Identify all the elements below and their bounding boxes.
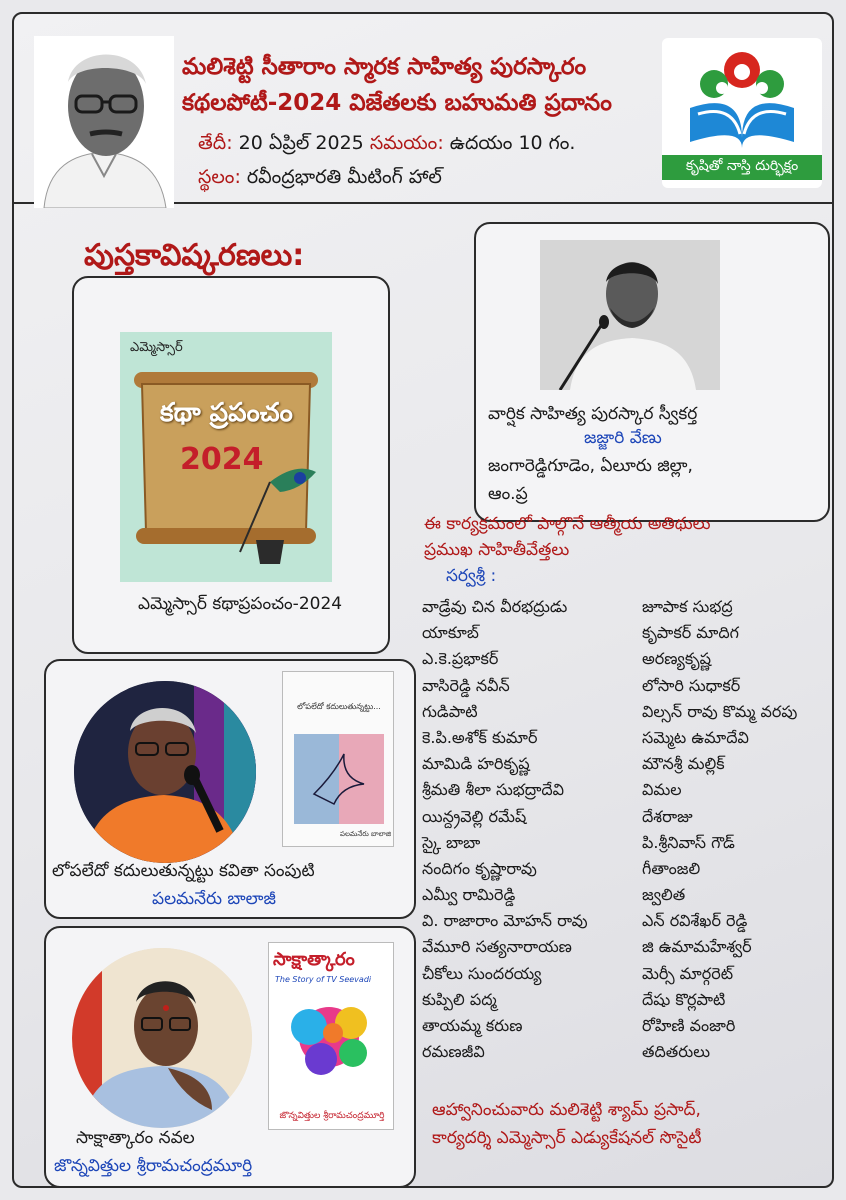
recipient-place-line2: ఆం.ప్ర <box>488 484 528 504</box>
society-logo <box>662 38 822 188</box>
guests-label: సర్వశ్రీ : <box>446 566 497 586</box>
guest-name: యాకూబ్ <box>422 623 479 643</box>
guests-intro-line1: ఈ కార్యక్రమంలో పాల్గొనే ఆత్మీయ అతిథులు <box>424 514 711 534</box>
guest-name: రమణజీవి <box>422 1042 485 1062</box>
author-photo-jonnavittula <box>72 948 252 1128</box>
book3-author: జొన్నవిత్తుల శ్రీరామచంద్రమూర్తి <box>54 1156 253 1176</box>
guest-name: విమల <box>642 780 682 800</box>
guest-list-col2 <box>642 594 797 1065</box>
guest-name: కుప్పిలి పద్మ <box>422 989 497 1009</box>
cover-year: 2024 <box>180 442 264 477</box>
date-value: 20 ఏప్రిల్ 2025 <box>238 132 364 154</box>
host-line1: ఆహ్వానించువారు మలిశెట్టి శ్యామ్ ప్రసాద్, <box>432 1100 701 1120</box>
guest-name: అరణ్యకృష్ణ <box>642 649 711 669</box>
cover-author-lopaledo: పలమనేరు బాలాజి <box>339 830 391 838</box>
section-title: పుస్తకావిష్కరణలు: <box>84 238 305 273</box>
founder-portrait <box>34 36 174 208</box>
cover-title: కథా ప్రపంచం <box>160 398 293 428</box>
book-cover-katha-prapancham <box>120 332 332 582</box>
book-cover-sakshatkaram <box>268 942 394 1130</box>
guest-name: విల్సన్ రావు కొమ్మ వరపు <box>642 701 798 721</box>
book2-author: పలమనేరు బాలాజీ <box>152 889 276 909</box>
guest-name: దేషు కొర్లపాటి <box>642 989 726 1009</box>
recipient-role: వార్షిక సాహిత్య పురస్కార స్వీకర్త <box>488 404 698 424</box>
time-value: ఉదయం 10 గం. <box>449 132 576 154</box>
guest-name: మెర్సీ మార్గరెట్ <box>642 963 734 983</box>
guest-name: స్కై బాబా <box>422 832 481 852</box>
guest-name: రోహిణి వంజారి <box>642 1016 736 1035</box>
cover-subtitle-sakshatkaram: The Story of TV Seevadi <box>275 975 372 984</box>
recipient-place-line1: జంగారెడ్డిగూడెం, ఏలూరు జిల్లా, <box>488 456 693 476</box>
guest-name: లోసారి సుధాకర్ <box>642 675 741 695</box>
guest-name: వేమూరి సత్యనారాయణ <box>422 937 572 957</box>
guest-name: పి.శ్రీనివాస్ గౌడ్ <box>642 832 735 852</box>
host-line2: కార్యదర్శి ఎమ్మెస్సార్ ఎడ్యుకేషనల్ సొసైటీ <box>432 1128 702 1148</box>
guest-name: జి ఉమామహేశ్వర్ <box>642 937 752 957</box>
venue-line <box>198 166 442 193</box>
guest-name: సమ్మెట ఉమాదేవి <box>642 727 749 747</box>
book3-caption: సాక్షాత్కారం నవల <box>76 1128 195 1148</box>
guests-intro-line2: ప్రముఖ సాహితీవేత్తలు <box>424 540 570 560</box>
guest-name: ఎన్ రవిశేఖర్ రెడ్డి <box>642 911 748 931</box>
book-card-katha-prapancham <box>72 276 390 654</box>
guest-name: ఎమ్వీ రామిరెడ్డి <box>422 885 516 905</box>
cover-author-sakshatkaram: జొన్నవిత్తుల శ్రీరామచంద్రమూర్తి <box>279 1111 385 1121</box>
guest-name: జూపాక సుభద్ర <box>642 597 733 616</box>
date-time-line <box>198 132 575 159</box>
book-cover-lopaledo <box>282 671 394 847</box>
book1-caption: ఎమ్మెస్సార్ కథాప్రపంచం-2024 <box>138 594 343 614</box>
guest-name: శ్రీమతి శీలా సుభద్రాదేవి <box>422 780 565 800</box>
bird-icon <box>294 734 384 824</box>
guest-name: ఎ.కె.ప్రభాకర్ <box>422 649 499 669</box>
guest-name: తాయమ్మ కరుణ <box>422 1016 523 1035</box>
cover-title-sakshatkaram: సాక్షాత్కారం <box>273 949 355 970</box>
guest-name: కె.పి.అశోక్ కుమార్ <box>422 727 538 747</box>
guest-name: జ్వలిత <box>642 885 686 905</box>
venue-value: రవీంద్రభారతి మీటింగ్ హాల్ <box>246 166 442 188</box>
book-people-icon <box>662 38 822 156</box>
venue-label: స్థలం: <box>198 166 241 188</box>
guest-name: వాసిరెడ్డి నవీన్ <box>422 675 510 695</box>
recipient-photo <box>540 240 720 390</box>
guest-name: వాడ్రేవు చిన వీరభద్రుడు <box>422 597 568 616</box>
recipient-name: జజ్జారి వేణు <box>584 428 662 448</box>
header <box>14 14 832 204</box>
color-splash-icon <box>269 987 394 1097</box>
date-label: తేదీ: <box>198 132 233 154</box>
guest-list-col1 <box>422 594 588 1065</box>
guest-name: గీతాంజలి <box>642 858 701 878</box>
time-label: సమయం: <box>369 132 444 154</box>
poster-frame <box>12 12 834 1188</box>
book-card-sakshatkaram <box>44 926 416 1188</box>
guest-name: గుడిపాటి <box>422 701 478 721</box>
guest-name: వి. రాజారాం మోహన్ రావు <box>422 911 588 931</box>
event-title-line1: మలిశెట్టి సీతారాం స్మారక సాహిత్య పురస్కారం <box>182 54 587 80</box>
guest-name: తదితరులు <box>642 1042 711 1062</box>
book2-caption: లోపలేదో కదులుతున్నట్టు కవితా సంపుటి <box>52 861 315 881</box>
guest-name: చీకోలు సుందరయ్య <box>422 963 542 983</box>
cover-text-lopaledo: లోపలేదో కదులుతున్నట్టు... <box>297 702 381 711</box>
guest-name: కృపాకర్ మాదిగ <box>642 623 739 643</box>
cover-publisher: ఎమ్మెస్సార్ <box>130 340 183 355</box>
guest-name: మౌనశ్రీ మల్లిక్ <box>642 754 725 774</box>
guest-name: దేశరాజు <box>642 806 693 826</box>
guest-name: నందిగం కృష్ణారావు <box>422 858 537 878</box>
book-card-lopaledo <box>44 659 416 919</box>
guest-name: మామిడి హరికృష్ణ <box>422 754 530 774</box>
author-photo-balaji <box>74 681 256 863</box>
award-recipient-card <box>474 222 830 522</box>
logo-tagline: కృషితో నాస్తి దుర్భిక్షం <box>662 155 822 180</box>
event-title-line2: కథలపోటీ-2024 విజేతలకు బహుమతి ప్రదానం <box>182 90 612 116</box>
guest-name: యిన్ద్రవెల్లి రమేష్ <box>422 806 527 826</box>
